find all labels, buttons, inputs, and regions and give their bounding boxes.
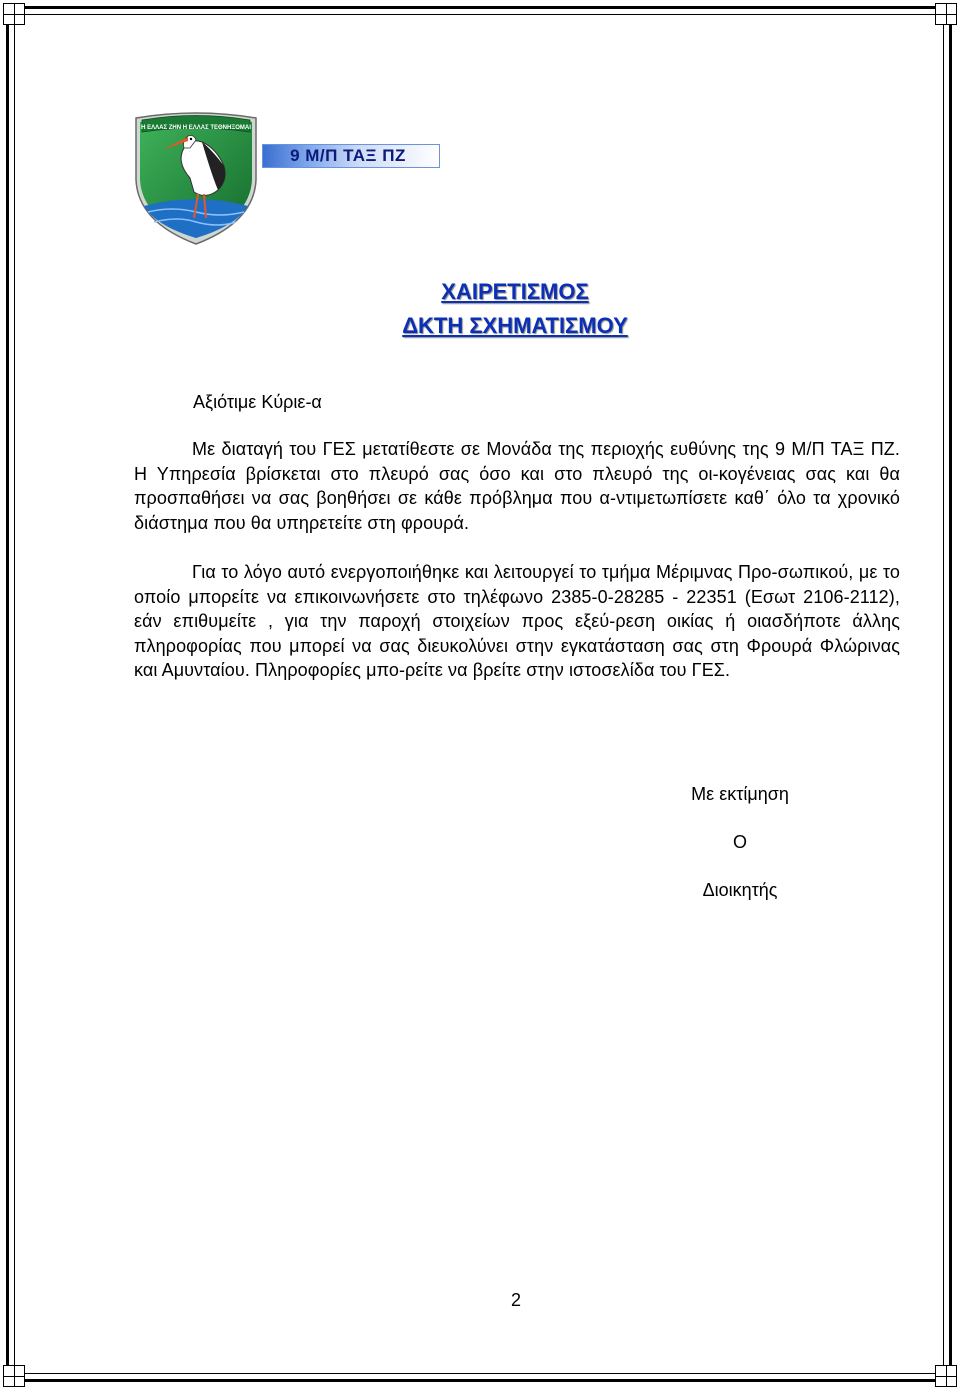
corner-ornament-bottom-right (935, 1365, 957, 1387)
corner-ornament-bottom-left (3, 1365, 25, 1387)
stork-emblem-icon (132, 110, 260, 246)
page-number: 2 (510, 1290, 521, 1310)
unit-name: 9 Μ/Π ΤΑΞ ΠΖ (290, 146, 406, 165)
unit-name-banner (262, 144, 440, 168)
closing-regards: Με εκτίμηση (691, 784, 789, 804)
emblem-motto: Η ΕΛΛΑΣ ΖΗΝ Η ΕΛΛΑΣ ΤΕΘΝΗΞΟΜΑΙ (141, 125, 251, 131)
document-subtitle: ΔΚΤΗ ΣΧΗΜΑΤΙΣΜΟΥ (402, 313, 628, 338)
closing-article: Ο (732, 832, 747, 852)
corner-ornament-top-left (3, 3, 25, 25)
corner-ornament-top-right (935, 3, 957, 25)
closing-signatory: Διοικητής (702, 880, 778, 900)
document-title: ΧΑΙΡΕΤΙΣΜΟΣ (441, 279, 589, 304)
letter-paragraph-2: Για το λόγο αυτό ενεργοποιήθηκε και λειτουργεί το τμήμα Μέριμνας Προ-σωπικού, με το οποίο μπορείτε να επικοινωνήσετε στο τηλέφωνο 2385-0-28285 - 22351 (Εσωτ 2106-2112), εάν επιθυμείτε , για την παροχή στοιχείων προς εξεύ-ρεση οικίας ή οιασδήποτε άλλης πληροφορίας που μπορεί να σας διευκολύνει στην εγκατάσταση σας στη Φρουρά Φλώρινας και Αμυνταίου. Πληροφορίες μπο-ρείτε να βρείτε στην ιστοσελίδα του ΓΕΣ. (134, 562, 900, 680)
salutation: Αξιότιμε Κύριε-α (193, 392, 322, 412)
letter-paragraph-1: Με διαταγή του ΓΕΣ μετατίθεστε σε Μονάδα της περιοχής ευθύνης της 9 Μ/Π ΤΑΞ ΠΖ. Η Υπηρεσία βρίσκεται στο πλευρό σας όσο και στο πλευρό της οι-κογένειας σας και θα προσπαθήσει να σας βοηθήσει σε κάθε πρόβλημα που α-ντιμετωπίσετε καθ΄ όλο τα χρονικό διάστημα που θα υπηρετείτε στη φρουρά. (134, 439, 900, 533)
